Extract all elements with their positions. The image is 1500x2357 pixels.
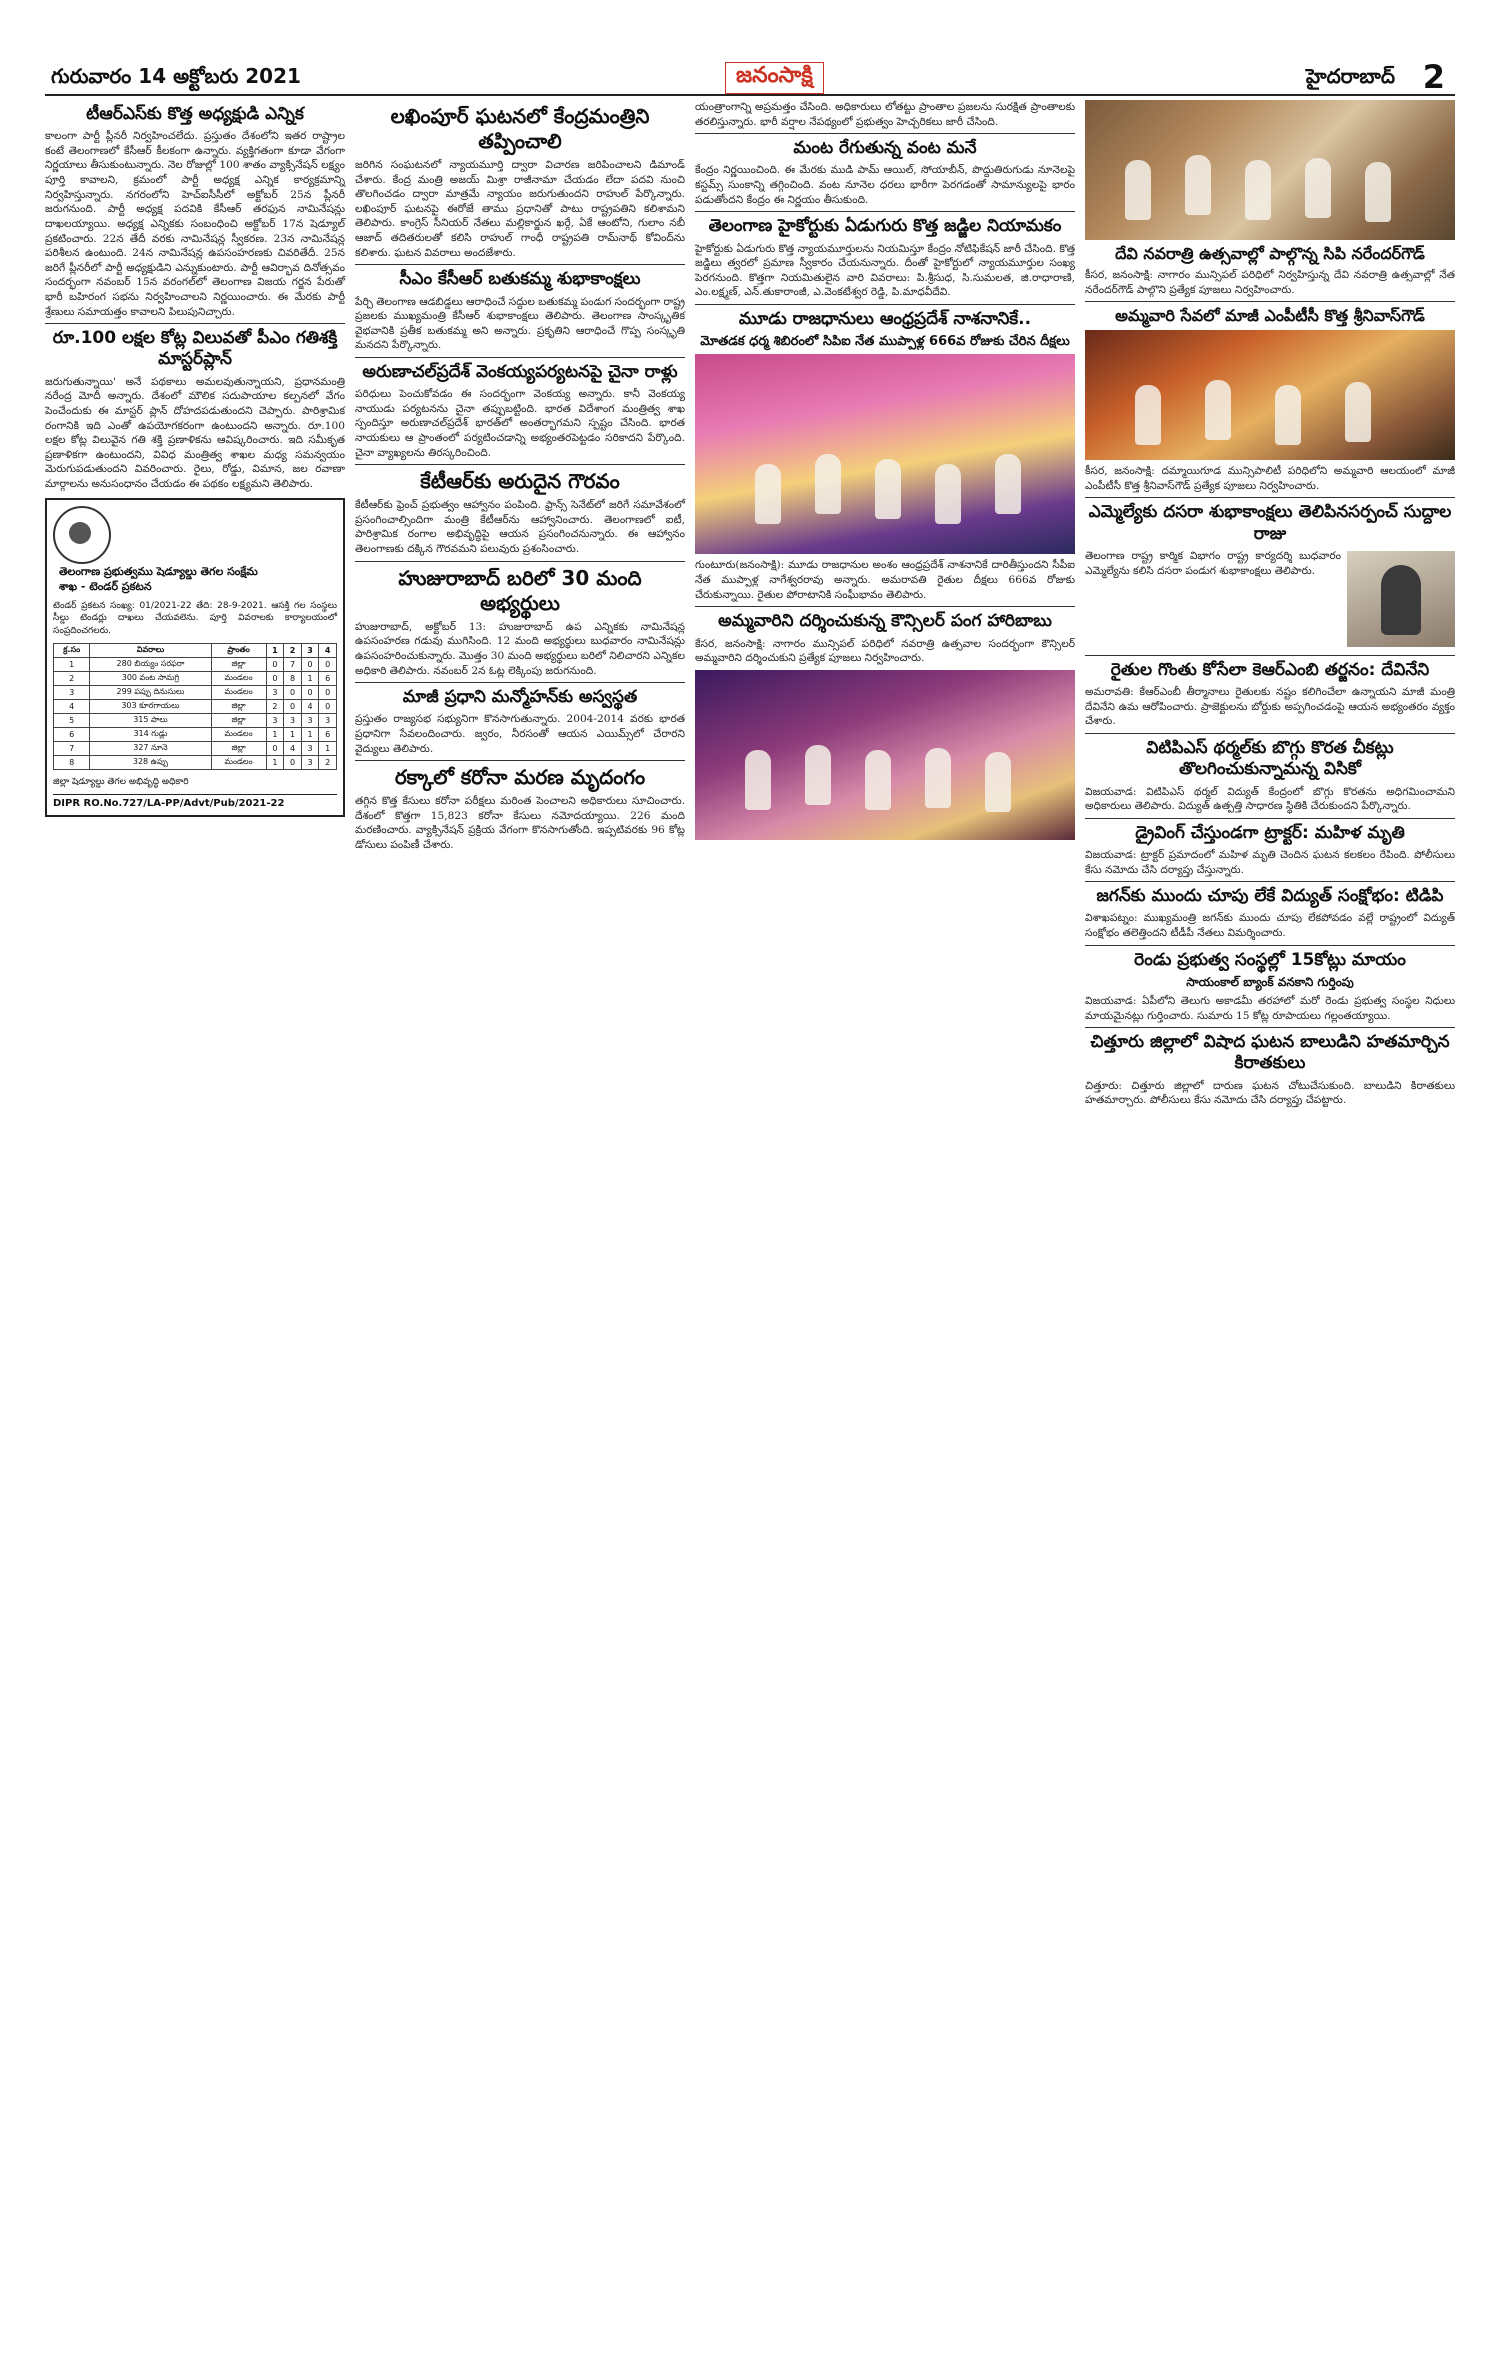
photo-figure (875, 459, 901, 519)
article-headline: సీఎం కేసీఆర్ బతుకమ్మ శుభాకాంక్షలు (399, 269, 641, 290)
news-photo (1085, 100, 1455, 240)
table-header-row (54, 643, 337, 657)
photo-figure (865, 750, 891, 810)
divider (355, 760, 685, 761)
table-cell: మండలం (211, 671, 266, 685)
table-cell: 300 వంట సామగ్రి (90, 671, 211, 685)
table-cell: 1 (266, 727, 284, 741)
article-headline: తెలంగాణ హైకోర్టుకు ఏడుగురు కొత్త జడ్జిల నియామకం (708, 216, 1062, 237)
divider (695, 304, 1075, 305)
article-body: ప్రస్తుతం రాజ్యసభ సభ్యునిగా కొనసాగుతున్నారు. 2004-2014 వరకు భారత ప్రధానిగా సేవలందించారు. జ్వరం, నీరసంతో ఆయన ఎయిమ్స్‌లో చేరారని వైద్యులు తెలిపారు. (355, 713, 685, 755)
dipr-ref: DIPR RO.No.727/LA-PP/Advt/Pub/2021-22 (53, 794, 337, 809)
table-row (54, 741, 337, 755)
article-subhead: మోతడక ధర్మ శిబిరంలో సిపిఐ నేత ముప్పాళ్ల 666వ రోజుకు చేరిన దీక్షలు (700, 334, 1070, 350)
table-cell: 6 (319, 727, 337, 741)
table-cell: 0 (266, 657, 284, 671)
ad-title: తెలంగాణ ప్రభుత్వము షెడ్యూల్డు తెగల సంక్షేమ శాఖ - టెండర్ ప్రకటన (59, 564, 258, 593)
table-header-cell: 2 (284, 643, 302, 657)
table-cell: 314 గుడ్లు (90, 727, 211, 741)
table-cell: మండలం (211, 755, 266, 769)
table-cell: 3 (319, 713, 337, 727)
article-body: కేసర, జనంసాక్షి: నాగారం మున్సిపల్ పరిధిలో నవరాత్రి ఉత్సవాల సందర్భంగా కౌన్సిలర్ అమ్మవారిని దర్శించుకుని ప్రత్యేక పూజలు నిర్వహించారు. (695, 637, 1075, 665)
column-4 (1085, 100, 1455, 1112)
article-headline: లఖింపూర్ ఘటనలో కేంద్రమంత్రిని తప్పించాలి (390, 104, 650, 153)
table-cell: 315 పాలు (90, 713, 211, 727)
divider (45, 323, 345, 324)
table-cell: 2 (319, 755, 337, 769)
table-cell: 3 (284, 713, 302, 727)
table-cell: 0 (319, 699, 337, 713)
table-cell: జిల్లా (211, 741, 266, 755)
photo-figure (925, 748, 951, 808)
article-body: విశాఖపట్నం: ముఖ్యమంత్రి జగన్‌కు ముందు చూపు లేకపోవడం వల్లే రాష్ట్రంలో విద్యుత్ సంక్షోభం తలెత్తిందని టీడీపీ నేతలు విమర్శించారు. (1085, 912, 1455, 940)
article-subhead: సాయంకాల్ బ్యాంక్ వనకాని గుర్తింపు (1186, 974, 1354, 989)
photo-figure (1305, 158, 1331, 218)
table-cell: 1 (301, 727, 319, 741)
table-cell: 328 ఉప్పు (90, 755, 211, 769)
table-cell: 0 (301, 685, 319, 699)
table-cell: జిల్లా (211, 699, 266, 713)
government-seal-icon (53, 506, 111, 564)
divider (355, 357, 685, 358)
article-headline: రెండు ప్రభుత్వ సంస్థల్లో 15కోట్లు మాయం (1134, 949, 1406, 970)
article-headline: అమ్మవారిని దర్శించుకున్న కౌన్సిలర్ పంగ హారిబాబు (718, 611, 1052, 632)
table-cell: 2 (266, 699, 284, 713)
table-cell: 5 (54, 713, 90, 727)
table-cell: 0 (284, 685, 302, 699)
article-headline: రక్కాలో కరోనా మరణ మృదంగం (394, 765, 646, 790)
photo-figure (1205, 380, 1231, 440)
article-body: విజయవాడ: ట్రాక్టర్ ప్రమాదంలో మహిళ మృతి చెందిన ఘటన కలకలం రేపింది. పోలీసులు కేసు నమోదు చేసి దర్యాప్తు చేస్తున్నారు. (1085, 848, 1455, 876)
edition-city: హైదరాబాద్ (1305, 64, 1395, 88)
divider (695, 606, 1075, 607)
photo-figure (745, 750, 771, 810)
ad-meta: టెండర్ ప్రకటన సంఖ్య: 01/2021-22 తేది: 28-9-2021. ఆసక్తి గల సంస్థలు సీల్డు టెండర్లు దాఖలు చేయవలెను. పూర్తి వివరాలకు కార్యాలయంలో సంప్రదించగలరు. (53, 601, 337, 636)
article-headline: చిత్తూరు జిల్లాలో విషాద ఘటన బాలుడిని హతమార్చిన కిరాతకులు (1090, 1032, 1450, 1074)
article-headline: అరుణాచల్‌ప్రదేశ్ వెంకయ్యపర్యటనపై చైనా రాళ్లు (362, 361, 678, 382)
divider (695, 211, 1075, 212)
photo-figure (1245, 160, 1271, 220)
table-cell: 0 (266, 671, 284, 685)
table-cell: 3 (266, 685, 284, 699)
table-cell: 6 (319, 671, 337, 685)
photo-figure (1365, 162, 1391, 222)
news-photo (695, 354, 1075, 554)
issue-date: గురువారం 14 అక్టోబరు 2021 (51, 64, 301, 88)
article-body: పేర్చి తెలంగాణ ఆడబిడ్డలు ఆరాధించే సద్దుల బతుకమ్మ పండుగ సందర్భంగా రాష్ట్ర ప్రజలకు ముఖ్యమంత్రి కేసీఆర్ శుభాకాంక్షలు తెలిపారు. తెలంగాణ సాంస్కృతిక వైభవానికి ప్రతీక బతుకమ్మ అని అన్నారు. ప్రకృతిని ఆరాధించే గొప్ప సంస్కృతి మనదని పేర్కొన్నారు. (355, 295, 686, 352)
divider (1085, 818, 1455, 819)
article-body: కేటీఆర్‌కు ఫ్రెంచ్ ప్రభుత్వం ఆహ్వానం పంపింది. ఫ్రాన్స్ సెనేట్‌లో జరిగే సమావేశంలో ప్రసంగించాల్సిందిగా మంత్రి కేటీఆర్‌ను ఆహ్వానించారు. తెలంగాణలో ఐటీ, పారిశ్రామిక రంగాల అభివృద్ధిపై ఆయన ప్రసంగించనున్నారు. ఈ ఆహ్వానం తెలంగాణకు దక్కిన గౌరవమని పలువురు ప్రశంసించారు. (355, 499, 685, 556)
table-cell: 3 (266, 713, 284, 727)
divider (355, 561, 685, 562)
table-cell: 1 (319, 741, 337, 755)
table-cell: 4 (284, 741, 302, 755)
article-body: తెలంగాణ రాష్ట్ర కార్మిక విభాగం రాష్ట్ర కార్యదర్శి బుధవారం ఎమ్మెల్యేను కలిసి దసరా పండుగ శుభాకాంక్షలు తెలిపారు. (1085, 549, 1341, 577)
photo-figure (1345, 382, 1371, 442)
ad-signatory: జిల్లా షెడ్యూల్డు తెగల అభివృద్ధి అధికారి (53, 776, 189, 787)
table-cell: మండలం (211, 685, 266, 699)
table-cell: 0 (319, 657, 337, 671)
table-cell: 303 కూరగాయలు (90, 699, 211, 713)
table-cell: 1 (284, 727, 302, 741)
table-cell: 6 (54, 727, 90, 741)
table-cell: 1 (301, 671, 319, 685)
column-1 (45, 100, 345, 817)
table-row (54, 713, 337, 727)
divider (1085, 655, 1455, 656)
table-cell: 8 (284, 671, 302, 685)
photo-figure (1185, 155, 1211, 215)
article-body: అమరావతి: కేఆర్ఎంబీ తీర్మానాలు రైతులకు నష్టం కలిగించేలా ఉన్నాయని మాజీ మంత్రి దేవినేని ఉమ ఆరోపించారు. ప్రాజెక్టులను బోర్డుకు అప్పగించడంపై ఆయన అభ్యంతరం వ్యక్తం చేశారు. (1085, 686, 1455, 728)
page-number: 2 (1422, 58, 1445, 96)
article-headline: విటిపిఎస్ థర్మల్‌కు బొగ్గు కొరత చీకట్లు తొలగించుకున్నామన్న విసికో (1146, 738, 1394, 780)
photo-figure (1125, 160, 1151, 220)
table-cell: 0 (284, 699, 302, 713)
news-photo (695, 670, 1075, 840)
article-body: తగ్గిన కొత్త కేసులు కరోనా పరీక్షలు మరింత పెంచాలని అధికారులు సూచించారు. దేశంలో కొత్తగా 15,823 కరోనా కేసులు నమోదయ్యాయి. 226 మంది మరణించారు. వ్యాక్సినేషన్ ప్రక్రియ వేగంగా కొనసాగుతోంది. ఇప్పటివరకు 96 కోట్ల డోసులు పంపిణీ చేశారు. (355, 795, 685, 852)
article-headline: టీఆర్ఎస్‌కు కొత్త అధ్యక్షుడి ఎన్నిక (86, 104, 304, 124)
article-body: హుజురాబాద్, అక్టోబర్ 13: హుజురాబాద్ ఉప ఎన్నికకు నామినేషన్ల ఉపసంహరణ గడువు ముగిసింది. 12 మంది అభ్యర్థులు బుధవారం నామినేషన్లు ఉపసంహరించుకున్నారు. మొత్తం 30 మంది అభ్యర్థులు బరిలో నిలిచారని ఎన్నికల అధికారి తెలిపారు. నవంబర్ 2న ఓట్ల లెక్కింపు జరుగనుంది. (355, 620, 685, 677)
table-cell: 3 (301, 755, 319, 769)
table-row (54, 755, 337, 769)
divider (1085, 881, 1455, 882)
table-cell: 1 (54, 657, 90, 671)
article-headline: హుజురాబాద్ బరిలో 30 మంది అభ్యర్థులు (398, 565, 642, 615)
divider (1085, 945, 1455, 946)
article-headline: మూడు రాజధానులు ఆంధ్రప్రదేశ్ నాశనానికే.. (738, 308, 1032, 329)
divider (1085, 1027, 1455, 1028)
photo-figure (755, 464, 781, 524)
table-cell: 1 (266, 755, 284, 769)
table-header-cell: 4 (319, 643, 337, 657)
photo-figure (1135, 385, 1161, 445)
table-header-cell: వివరాలు (90, 643, 211, 657)
table-cell: 7 (54, 741, 90, 755)
article-headline: మాజీ ప్రధాని మన్మోహన్‌కు అస్వస్థత (402, 687, 638, 708)
article-body: హైకోర్టుకు ఏడుగురు కొత్త న్యాయమూర్తులను నియమిస్తూ కేంద్రం నోటిఫికేషన్ జారీ చేసింది. కొత్త జడ్జిలు త్వరలో ప్రమాణ స్వీకారం చేయనున్నారు. దీంతో హైకోర్టులో న్యాయమూర్తుల సంఖ్య పెరగనుంది. కొత్తగా నియమితులైన వారి వివరాలు: పి.శ్రీసుధ, సి.సుమలత, జి.రాధారాణి, ఎం.లక్ష్మణ్, ఎన్.తుకారాంజీ, ఎ.వెంకటేశ్వర రెడ్డి, పి.మాధవీదేవి. (695, 242, 1075, 299)
table-cell: 0 (284, 755, 302, 769)
tender-table (53, 643, 337, 770)
tender-table-body (54, 657, 337, 769)
table-cell: 327 నూనె (90, 741, 211, 755)
photo-caption: దేవి నవరాత్రి ఉత్సవాల్లో పాల్గొన్న సిపి నరేందర్‌గౌడ్ (1115, 244, 1425, 263)
table-header-cell: 1 (266, 643, 284, 657)
article-headline: డ్రైవింగ్ చేస్తుండగా ట్రాక్టర్: మహిళ మృతి (1135, 822, 1405, 843)
article-body: కీసర, జనంసాక్షి: నాగారం మున్సిపల్ పరిధిలో నిర్వహిస్తున్న దేవి నవరాత్రి ఉత్సవాల్లో నేత నరేందర్‌గౌడ్ పాల్గొని ప్రత్యేక పూజలు నిర్వహించారు. (1085, 269, 1455, 296)
article-body: జరుగుతున్నాయి' అనే పథకాలు అమలవుతున్నాయని, ప్రధానమంత్రి నరేంద్ర మోదీ అన్నారు. దేశంలో మౌలిక సదుపాయాల కల్పనలో వేగం పెంచేందుకు ఈ మాస్టర్ ప్లాన్ దోహదపడుతుందని చెప్పారు. పారిశ్రామిక రంగానికి ఇది ఎంతో ఉపయోగకరంగా ఉంటుందని అన్నారు. రూ.100 లక్షల కోట్ల విలువైన గతి శక్తి ప్రణాళికను ఆవిష్కరించారు. ఇది సమీకృత ప్రణాళికగా ఉంటుందని, వివిధ మంత్రిత్వ శాఖల మధ్య సమన్వయం మెరుగుపడుతుందని వివరించారు. రైలు, రోడ్డు, విమాన, జల రవాణా మార్గాలను అనుసంధానం చేయడం ఈ పథకం లక్ష్యమని తెలిపారు. (45, 375, 345, 490)
photo-figure (815, 454, 841, 514)
table-row (54, 685, 337, 699)
divider (355, 682, 685, 683)
photo-figure (985, 752, 1011, 812)
table-header-cell: 3 (301, 643, 319, 657)
table-cell: 4 (301, 699, 319, 713)
article-body: పరిధులు పెంచుకోవడం ఈ సందర్భంగా వెంకయ్య అన్నారు. కానీ వెంకయ్య నాయుడు పర్యటనను చైనా తప్పుబట్టింది. భారత విదేశాంగ మంత్రిత్వ శాఖ స్పందిస్తూ అరుణాచల్‌ప్రదేశ్ భారత్‌లో అంతర్భాగమని స్పష్టం చేసింది. భారత నాయకులు ఆ ప్రాంతంలో పర్యటించడాన్ని అభ్యంతరపెట్టడం సరికాదని పేర్కొంది. చైనా వ్యాఖ్యలను తిరస్కరించింది. (355, 388, 685, 459)
article-headline: రూ.100 లక్షల కోట్ల విలువతో పీఎం గతిశక్తి మాస్టర్‌ప్లాన్ (52, 328, 338, 370)
article-headline: మంట రేగుతున్న వంట మనే (793, 138, 977, 159)
table-header-cell: క్ర.సం (54, 643, 90, 657)
photo-figure (995, 454, 1021, 514)
table-cell: 3 (54, 685, 90, 699)
divider (1085, 733, 1455, 734)
article-body: గుంటూరు(జనంసాక్షి): మూడు రాజధానుల అంశం ఆంధ్రప్రదేశ్ నాశనానికే దారితీస్తుందని సీపీఐ నేత ముప్పాళ్ల నాగేశ్వరరావు అన్నారు. అమరావతి రైతుల దీక్షలు 666వ రోజుకు చేరుకున్నాయి. రైతుల పోరాటానికి సంఘీభావం తెలిపారు. (695, 559, 1075, 601)
table-cell: 7 (284, 657, 302, 671)
article-headline: కేటీఆర్‌కు అరుదైన గౌరవం (420, 469, 620, 494)
table-row (54, 699, 337, 713)
divider (1085, 301, 1455, 302)
table-cell: 3 (301, 741, 319, 755)
divider (355, 464, 685, 465)
table-cell: 0 (319, 685, 337, 699)
photo-caption: అమ్మవారి సేవలో మాజీ ఎంపీటీసీ కొత్త శ్రీనివాస్‌గౌడ్ (1115, 306, 1425, 326)
inset-photo (1347, 551, 1455, 647)
photo-figure (1275, 385, 1301, 445)
article-headline: రైతుల గొంతు కోసేలా కెఆర్ఎంబి తర్జనం: దేవినేని (1110, 659, 1430, 680)
table-cell: జిల్లా (211, 657, 266, 671)
table-header-cell: ప్రాంతం (211, 643, 266, 657)
table-row (54, 657, 337, 671)
divider (1085, 497, 1455, 498)
article-body: కీసర, జనంసాక్షి: దమ్మాయిగూడ మున్సిపాలిటీ పరిధిలోని అమ్మవారి ఆలయంలో మాజీ ఎంపీటీసీ కొత్త శ్రీనివాస్‌గౌడ్ ప్రత్యేక పూజలు నిర్వహించారు. (1085, 465, 1455, 492)
divider (355, 264, 685, 265)
masthead (45, 60, 1455, 96)
column-2 (355, 100, 685, 857)
table-row (54, 671, 337, 685)
table-cell: 280 బియ్యం సరఫరా (90, 657, 211, 671)
article-body: యంత్రాంగాన్ని అప్రమత్తం చేసింది. అధికారులు లోతట్టు ప్రాంతాల ప్రజలను సురక్షిత ప్రాంతాలకు తరలిస్తున్నారు. భారీ వర్షాల నేపథ్యంలో ప్రభుత్వం హెచ్చరికలు జారీ చేసింది. (695, 101, 1075, 128)
table-cell: 2 (54, 671, 90, 685)
column-3 (695, 100, 1075, 840)
photo-figure (935, 464, 961, 524)
table-cell: 8 (54, 755, 90, 769)
article-body: విజయవాడ: విటిపిఎస్ థర్మల్ విద్యుత్ కేంద్రంలో బొగ్గు కొరతను అధిగమించామని అధికారులు తెలిపారు. విద్యుత్ ఉత్పత్తి సాధారణ స్థితికి చేరుకుందని పేర్కొన్నారు. (1085, 785, 1455, 813)
article-headline: జగన్‌కు ముందు చూపు లేకే విద్యుత్ సంక్షోభం: టిడిపి (1096, 886, 1444, 907)
divider (695, 133, 1075, 134)
table-row (54, 727, 337, 741)
article-body: కాలంగా పార్టీ ప్లీనరీ నిర్వహించలేదు. ప్రస్తుతం దేశంలోని ఇతర రాష్ట్రాల కంటే తెలంగాణలో కేసీఆర్ కీలకంగా ఉన్నారు. వ్యక్తిగతంగా కూడా వేగంగా నిర్ణయాలు తీసుకుంటున్నారు. నెల రోజుల్లో 100 శాతం వ్యాక్సినేషన్ లక్ష్యం పూర్తి కావాలని, క్రమంలో పార్టీ అధ్యక్ష ఎన్నిక కార్యక్రమాన్ని నిర్వహిస్తున్నారు. నగరంలోని హెచ్ఐసీసీలో అక్టోబర్ 25న ప్లీనరీ జరుగనుంది. పార్టీ అధ్యక్ష పదవికి కేసీఆర్ తరఫున నామినేషన్లు దాఖలయ్యాయి. అధ్యక్ష ఎన్నికకు సంబంధించి అక్టోబర్ 17న షెడ్యూల్ ప్రకటించారు. 22న తేదీ వరకు నామినేషన్ల స్వీకరణ. 23న నామినేషన్ల పరిశీలన ఉంటుంది. 24న నామినేషన్ల ఉపసంహరణకు చివరితేదీ. 25న జరిగే ప్లీనరీలో పార్టీ అధ్యక్షుడిని ఎన్నుకుంటారు. పార్టీ ఆవిర్భావ దినోత్సవం సందర్భంగా నవంబర్ 15న వరంగల్‌లో తెలంగాణ విజయ గర్జన పేరుతో భారీ బహిరంగ సభను నిర్వహించాలని నిర్ణయించారు. ఈ మేరకు పార్టీ శ్రేణులు సమాయత్తం కావాలని పిలుపునిచ్చారు. (45, 130, 345, 318)
table-cell: 3 (301, 713, 319, 727)
newspaper-logo: జనంసాక్షి (725, 62, 824, 94)
article-body: చిత్తూరు: చిత్తూరు జిల్లాలో దారుణ ఘటన చోటుచేసుకుంది. బాలుడిని కిరాతకులు హతమార్చారు. పోలీసులు కేసు నమోదు చేసి దర్యాప్తు చేపట్టారు. (1085, 1079, 1455, 1107)
photo-figure (805, 745, 831, 805)
article-body: జరిగిన సంఘటనలో న్యాయమూర్తి ద్వారా విచారణ జరిపించాలని డిమాండ్ చేశారు. కేంద్ర మంత్రి అజయ్ మిశ్రా రాజీనామా చేయడం లేదా పదవి నుంచి తొలగించడం ద్వారా మాత్రమే న్యాయం జరుగుతుందని రాహుల్ పేర్కొన్నారు. లఖింపూర్ ఘటనపై ఈరోజే తాము ప్రధానితో పాటు రాష్ట్రపతిని కలిశామని తెలిపారు. కాంగ్రెస్ సీనియర్ నేతలు మల్లికార్జున ఖర్గే, ఏకే ఆంటోని, గులాం నబీ ఆజాద్ తదితరులతో కలిసి రాహుల్ గాంధీ రాష్ట్రపతి రామ్‌నాథ్ కోవింద్‌ను కలిశారు. ఘటన వివరాలు అందజేశారు. (355, 159, 685, 259)
table-cell: 0 (266, 741, 284, 755)
news-photo (1085, 330, 1455, 460)
table-cell: మండలం (211, 727, 266, 741)
government-tender-ad (45, 498, 345, 817)
table-cell: 299 పప్పు దినుసులు (90, 685, 211, 699)
table-cell: జిల్లా (211, 713, 266, 727)
article-body: కేంద్రం నిర్ణయించింది. ఈ మేరకు ముడి పామ్ ఆయిల్, సోయాబీన్, పొద్దుతిరుగుడు నూనెలపై కస్టమ్స్ సుంకాన్ని తగ్గించింది. వంట నూనెల ధరలు భారీగా పెరగడంతో సామాన్యులపై భారం పడుతోందని కేంద్రం ఈ నిర్ణయం తీసుకుంది. (695, 164, 1075, 206)
article-headline: ఎమ్మెల్యేకు దసరా శుభాకాంక్షలు తెలిపినసర్పంచ్ సుద్దాల రాజు (1088, 502, 1452, 544)
table-cell: 0 (301, 657, 319, 671)
article-body: విజయవాడ: ఏపీలోని తెలుగు అకాడమీ తరహాలో మరో రెండు ప్రభుత్వ సంస్థల నిధులు మాయమైనట్లు గుర్తించారు. సుమారు 15 కోట్ల రూపాయలు గల్లంతయ్యాయి. (1085, 994, 1455, 1022)
table-cell: 4 (54, 699, 90, 713)
